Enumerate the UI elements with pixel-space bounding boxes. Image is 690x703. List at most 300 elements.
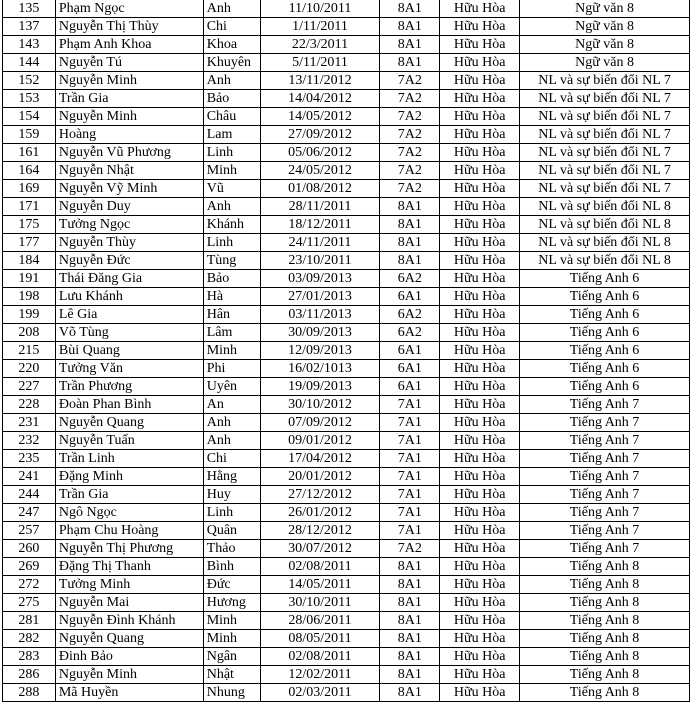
class-cell: 7A2 xyxy=(380,540,440,558)
table-row xyxy=(3,486,690,504)
given-name-cell: Lâm xyxy=(203,324,260,342)
given-name-cell: Anh xyxy=(203,198,260,216)
surname-middle-cell: Nguyễn Tú xyxy=(55,54,203,72)
student-id-cell: 144 xyxy=(3,54,56,72)
student-id-cell: 241 xyxy=(3,468,56,486)
table-row xyxy=(3,684,690,702)
student-id-cell: 171 xyxy=(3,198,56,216)
birth-date-cell: 23/10/2011 xyxy=(260,252,380,270)
class-cell: 8A1 xyxy=(380,594,440,612)
surname-middle-cell: Đoàn Phan Bình xyxy=(55,396,203,414)
given-name-cell: Khánh xyxy=(203,216,260,234)
surname-middle-cell: Nguyễn Đức xyxy=(55,252,203,270)
birth-date-cell: 03/09/2013 xyxy=(260,270,380,288)
surname-middle-cell: Nguyễn Mai xyxy=(55,594,203,612)
birth-date-cell: 27/12/2012 xyxy=(260,486,380,504)
table-row xyxy=(3,342,690,360)
table-row xyxy=(3,450,690,468)
given-name-cell: Hằng xyxy=(203,468,260,486)
birth-date-cell: 02/08/2011 xyxy=(260,558,380,576)
class-cell: 6A2 xyxy=(380,306,440,324)
given-name-cell: Hà xyxy=(203,288,260,306)
given-name-cell: Khoa xyxy=(203,36,260,54)
student-id-cell: 198 xyxy=(3,288,56,306)
table-row xyxy=(3,0,690,18)
surname-middle-cell: Nguyễn Tuấn xyxy=(55,432,203,450)
school-cell: Hữu Hòa xyxy=(440,594,520,612)
subject-cell: Ngữ văn 8 xyxy=(520,0,690,18)
class-cell: 7A1 xyxy=(380,486,440,504)
table-row xyxy=(3,90,690,108)
surname-middle-cell: Nguyễn Quang xyxy=(55,630,203,648)
class-cell: 8A1 xyxy=(380,666,440,684)
class-cell: 8A1 xyxy=(380,216,440,234)
birth-date-cell: 12/02/2011 xyxy=(260,666,380,684)
student-table xyxy=(2,0,690,702)
school-cell: Hữu Hòa xyxy=(440,144,520,162)
class-cell: 7A2 xyxy=(380,162,440,180)
birth-date-cell: 05/06/2012 xyxy=(260,144,380,162)
table-row xyxy=(3,288,690,306)
table-row xyxy=(3,252,690,270)
school-cell: Hữu Hòa xyxy=(440,468,520,486)
surname-middle-cell: Phạm Ngọc xyxy=(55,0,203,18)
school-cell: Hữu Hòa xyxy=(440,36,520,54)
subject-cell: Tiếng Anh 7 xyxy=(520,522,690,540)
school-cell: Hữu Hòa xyxy=(440,522,520,540)
table-row xyxy=(3,378,690,396)
given-name-cell: Minh xyxy=(203,612,260,630)
birth-date-cell: 18/12/2011 xyxy=(260,216,380,234)
table-row xyxy=(3,72,690,90)
table-row xyxy=(3,126,690,144)
class-cell: 8A1 xyxy=(380,648,440,666)
table-row xyxy=(3,270,690,288)
table-row xyxy=(3,54,690,72)
subject-cell: Tiếng Anh 8 xyxy=(520,684,690,702)
subject-cell: Tiếng Anh 8 xyxy=(520,594,690,612)
subject-cell: NL và sự biến đổi NL 8 xyxy=(520,198,690,216)
subject-cell: Tiếng Anh 7 xyxy=(520,414,690,432)
student-id-cell: 232 xyxy=(3,432,56,450)
class-cell: 7A1 xyxy=(380,504,440,522)
given-name-cell: Đức xyxy=(203,576,260,594)
school-cell: Hữu Hòa xyxy=(440,612,520,630)
given-name-cell: Vũ xyxy=(203,180,260,198)
table-row xyxy=(3,576,690,594)
surname-middle-cell: Thái Đăng Gia xyxy=(55,270,203,288)
class-cell: 8A1 xyxy=(380,252,440,270)
given-name-cell: Hương xyxy=(203,594,260,612)
given-name-cell: Nhật xyxy=(203,666,260,684)
subject-cell: Tiếng Anh 7 xyxy=(520,540,690,558)
student-id-cell: 235 xyxy=(3,450,56,468)
subject-cell: NL và sự biến đổi NL 8 xyxy=(520,234,690,252)
student-id-cell: 143 xyxy=(3,36,56,54)
school-cell: Hữu Hòa xyxy=(440,324,520,342)
class-cell: 8A1 xyxy=(380,630,440,648)
school-cell: Hữu Hòa xyxy=(440,0,520,18)
given-name-cell: Tùng xyxy=(203,252,260,270)
subject-cell: Tiếng Anh 7 xyxy=(520,486,690,504)
student-id-cell: 137 xyxy=(3,18,56,36)
student-id-cell: 161 xyxy=(3,144,56,162)
birth-date-cell: 13/11/2012 xyxy=(260,72,380,90)
student-id-cell: 220 xyxy=(3,360,56,378)
school-cell: Hữu Hòa xyxy=(440,54,520,72)
birth-date-cell: 17/04/2012 xyxy=(260,450,380,468)
surname-middle-cell: Nguyễn Nhật xyxy=(55,162,203,180)
class-cell: 7A2 xyxy=(380,126,440,144)
birth-date-cell: 11/10/2011 xyxy=(260,0,380,18)
student-id-cell: 169 xyxy=(3,180,56,198)
given-name-cell: Ngân xyxy=(203,648,260,666)
subject-cell: Ngữ văn 8 xyxy=(520,36,690,54)
subject-cell: NL và sự biến đổi NL 7 xyxy=(520,108,690,126)
class-cell: 7A1 xyxy=(380,432,440,450)
school-cell: Hữu Hòa xyxy=(440,540,520,558)
subject-cell: Tiếng Anh 7 xyxy=(520,468,690,486)
table-row xyxy=(3,504,690,522)
surname-middle-cell: Nguyễn Duy xyxy=(55,198,203,216)
school-cell: Hữu Hòa xyxy=(440,234,520,252)
class-cell: 6A2 xyxy=(380,324,440,342)
student-id-cell: 159 xyxy=(3,126,56,144)
given-name-cell: An xyxy=(203,396,260,414)
birth-date-cell: 03/11/2013 xyxy=(260,306,380,324)
given-name-cell: Hân xyxy=(203,306,260,324)
student-id-cell: 153 xyxy=(3,90,56,108)
surname-middle-cell: Bùi Quang xyxy=(55,342,203,360)
surname-middle-cell: Nguyễn Quang xyxy=(55,414,203,432)
student-id-cell: 286 xyxy=(3,666,56,684)
class-cell: 6A1 xyxy=(380,360,440,378)
birth-date-cell: 30/10/2012 xyxy=(260,396,380,414)
birth-date-cell: 20/01/2012 xyxy=(260,468,380,486)
school-cell: Hữu Hòa xyxy=(440,288,520,306)
surname-middle-cell: Phạm Chu Hoàng xyxy=(55,522,203,540)
class-cell: 8A1 xyxy=(380,54,440,72)
given-name-cell: Bảo xyxy=(203,90,260,108)
table-row xyxy=(3,594,690,612)
surname-middle-cell: Trần Gia xyxy=(55,90,203,108)
birth-date-cell: 09/01/2012 xyxy=(260,432,380,450)
given-name-cell: Minh xyxy=(203,342,260,360)
given-name-cell: Lam xyxy=(203,126,260,144)
surname-middle-cell: Tưởng Minh xyxy=(55,576,203,594)
school-cell: Hữu Hòa xyxy=(440,90,520,108)
subject-cell: Tiếng Anh 6 xyxy=(520,270,690,288)
student-id-cell: 175 xyxy=(3,216,56,234)
class-cell: 6A1 xyxy=(380,288,440,306)
school-cell: Hữu Hòa xyxy=(440,450,520,468)
school-cell: Hữu Hòa xyxy=(440,684,520,702)
student-id-cell: 154 xyxy=(3,108,56,126)
table-row xyxy=(3,234,690,252)
class-cell: 6A1 xyxy=(380,378,440,396)
subject-cell: NL và sự biến đổi NL 8 xyxy=(520,252,690,270)
class-cell: 6A1 xyxy=(380,342,440,360)
student-id-cell: 184 xyxy=(3,252,56,270)
class-cell: 7A1 xyxy=(380,522,440,540)
birth-date-cell: 14/04/2012 xyxy=(260,90,380,108)
class-cell: 7A1 xyxy=(380,414,440,432)
subject-cell: Tiếng Anh 6 xyxy=(520,360,690,378)
birth-date-cell: 1/11/2011 xyxy=(260,18,380,36)
subject-cell: NL và sự biến đổi NL 7 xyxy=(520,126,690,144)
given-name-cell: Linh xyxy=(203,234,260,252)
birth-date-cell: 08/05/2011 xyxy=(260,630,380,648)
table-row xyxy=(3,108,690,126)
student-id-cell: 191 xyxy=(3,270,56,288)
student-id-cell: 135 xyxy=(3,0,56,18)
birth-date-cell: 02/03/2011 xyxy=(260,684,380,702)
birth-date-cell: 28/11/2011 xyxy=(260,198,380,216)
class-cell: 7A1 xyxy=(380,396,440,414)
school-cell: Hữu Hòa xyxy=(440,378,520,396)
given-name-cell: Bình xyxy=(203,558,260,576)
subject-cell: Tiếng Anh 8 xyxy=(520,612,690,630)
given-name-cell: Thảo xyxy=(203,540,260,558)
table-row xyxy=(3,396,690,414)
class-cell: 7A2 xyxy=(380,108,440,126)
birth-date-cell: 07/09/2012 xyxy=(260,414,380,432)
subject-cell: Tiếng Anh 6 xyxy=(520,324,690,342)
table-row xyxy=(3,180,690,198)
given-name-cell: Châu xyxy=(203,108,260,126)
birth-date-cell: 26/01/2012 xyxy=(260,504,380,522)
class-cell: 8A1 xyxy=(380,234,440,252)
birth-date-cell: 01/08/2012 xyxy=(260,180,380,198)
subject-cell: Tiếng Anh 8 xyxy=(520,576,690,594)
subject-cell: Tiếng Anh 7 xyxy=(520,396,690,414)
table-row xyxy=(3,558,690,576)
table-row xyxy=(3,468,690,486)
subject-cell: NL và sự biến đổi NL 7 xyxy=(520,90,690,108)
birth-date-cell: 30/07/2012 xyxy=(260,540,380,558)
subject-cell: NL và sự biến đổi NL 7 xyxy=(520,162,690,180)
surname-middle-cell: Nguyễn Minh xyxy=(55,108,203,126)
birth-date-cell: 12/09/2013 xyxy=(260,342,380,360)
birth-date-cell: 27/01/2013 xyxy=(260,288,380,306)
table-row xyxy=(3,540,690,558)
table-row xyxy=(3,630,690,648)
student-id-cell: 260 xyxy=(3,540,56,558)
school-cell: Hữu Hòa xyxy=(440,180,520,198)
table-row xyxy=(3,360,690,378)
student-id-cell: 247 xyxy=(3,504,56,522)
given-name-cell: Chi xyxy=(203,450,260,468)
table-row xyxy=(3,324,690,342)
subject-cell: Ngữ văn 8 xyxy=(520,54,690,72)
class-cell: 8A1 xyxy=(380,36,440,54)
school-cell: Hữu Hòa xyxy=(440,306,520,324)
school-cell: Hữu Hòa xyxy=(440,18,520,36)
surname-middle-cell: Trần Gia xyxy=(55,486,203,504)
birth-date-cell: 30/09/2013 xyxy=(260,324,380,342)
student-id-cell: 152 xyxy=(3,72,56,90)
class-cell: 8A1 xyxy=(380,0,440,18)
student-id-cell: 269 xyxy=(3,558,56,576)
school-cell: Hữu Hòa xyxy=(440,504,520,522)
given-name-cell: Anh xyxy=(203,432,260,450)
school-cell: Hữu Hòa xyxy=(440,162,520,180)
birth-date-cell: 16/02/1013 xyxy=(260,360,380,378)
class-cell: 8A1 xyxy=(380,18,440,36)
subject-cell: Ngữ văn 8 xyxy=(520,18,690,36)
school-cell: Hữu Hòa xyxy=(440,558,520,576)
table-row xyxy=(3,198,690,216)
surname-middle-cell: Lê Gia xyxy=(55,306,203,324)
table-row xyxy=(3,306,690,324)
school-cell: Hữu Hòa xyxy=(440,252,520,270)
table-row xyxy=(3,162,690,180)
school-cell: Hữu Hòa xyxy=(440,72,520,90)
surname-middle-cell: Mã Huyền xyxy=(55,684,203,702)
student-id-cell: 282 xyxy=(3,630,56,648)
student-id-cell: 164 xyxy=(3,162,56,180)
class-cell: 7A2 xyxy=(380,72,440,90)
student-id-cell: 215 xyxy=(3,342,56,360)
surname-middle-cell: Trần Phương xyxy=(55,378,203,396)
given-name-cell: Nhung xyxy=(203,684,260,702)
student-id-cell: 231 xyxy=(3,414,56,432)
given-name-cell: Phi xyxy=(203,360,260,378)
school-cell: Hữu Hòa xyxy=(440,216,520,234)
subject-cell: Tiếng Anh 7 xyxy=(520,504,690,522)
given-name-cell: Bảo xyxy=(203,270,260,288)
student-id-cell: 283 xyxy=(3,648,56,666)
student-id-cell: 275 xyxy=(3,594,56,612)
surname-middle-cell: Trần Linh xyxy=(55,450,203,468)
student-id-cell: 244 xyxy=(3,486,56,504)
subject-cell: NL và sự biến đổi NL 7 xyxy=(520,144,690,162)
student-id-cell: 288 xyxy=(3,684,56,702)
surname-middle-cell: Nguyễn Minh xyxy=(55,666,203,684)
given-name-cell: Anh xyxy=(203,72,260,90)
surname-middle-cell: Lưu Khánh xyxy=(55,288,203,306)
school-cell: Hữu Hòa xyxy=(440,126,520,144)
student-id-cell: 208 xyxy=(3,324,56,342)
class-cell: 7A1 xyxy=(380,450,440,468)
birth-date-cell: 28/12/2012 xyxy=(260,522,380,540)
surname-middle-cell: Đinh Bảo xyxy=(55,648,203,666)
subject-cell: Tiếng Anh 8 xyxy=(520,648,690,666)
school-cell: Hữu Hòa xyxy=(440,576,520,594)
given-name-cell: Quân xyxy=(203,522,260,540)
table-row xyxy=(3,18,690,36)
surname-middle-cell: Tưởng Văn xyxy=(55,360,203,378)
given-name-cell: Anh xyxy=(203,0,260,18)
subject-cell: Tiếng Anh 6 xyxy=(520,306,690,324)
student-id-cell: 199 xyxy=(3,306,56,324)
table-row xyxy=(3,144,690,162)
student-id-cell: 177 xyxy=(3,234,56,252)
birth-date-cell: 14/05/2012 xyxy=(260,108,380,126)
given-name-cell: Linh xyxy=(203,504,260,522)
surname-middle-cell: Nguyễn Vũ Phương xyxy=(55,144,203,162)
surname-middle-cell: Đặng Thị Thanh xyxy=(55,558,203,576)
surname-middle-cell: Đặng Minh xyxy=(55,468,203,486)
subject-cell: Tiếng Anh 8 xyxy=(520,558,690,576)
school-cell: Hữu Hòa xyxy=(440,270,520,288)
given-name-cell: Chi xyxy=(203,18,260,36)
given-name-cell: Minh xyxy=(203,162,260,180)
table-row xyxy=(3,522,690,540)
school-cell: Hữu Hòa xyxy=(440,666,520,684)
school-cell: Hữu Hòa xyxy=(440,648,520,666)
surname-middle-cell: Tưởng Ngọc xyxy=(55,216,203,234)
surname-middle-cell: Nguyễn Thị Thùy xyxy=(55,18,203,36)
class-cell: 7A2 xyxy=(380,144,440,162)
school-cell: Hữu Hòa xyxy=(440,342,520,360)
surname-middle-cell: Nguyễn Thùy xyxy=(55,234,203,252)
subject-cell: Tiếng Anh 6 xyxy=(520,378,690,396)
school-cell: Hữu Hòa xyxy=(440,630,520,648)
table-row xyxy=(3,612,690,630)
student-id-cell: 227 xyxy=(3,378,56,396)
class-cell: 8A1 xyxy=(380,684,440,702)
student-id-cell: 228 xyxy=(3,396,56,414)
class-cell: 6A2 xyxy=(380,270,440,288)
student-id-cell: 272 xyxy=(3,576,56,594)
subject-cell: Tiếng Anh 7 xyxy=(520,450,690,468)
table-row xyxy=(3,36,690,54)
surname-middle-cell: Võ Tùng xyxy=(55,324,203,342)
subject-cell: NL và sự biến đổi NL 7 xyxy=(520,180,690,198)
surname-middle-cell: Ngô Ngọc xyxy=(55,504,203,522)
class-cell: 7A2 xyxy=(380,90,440,108)
subject-cell: Tiếng Anh 7 xyxy=(520,432,690,450)
school-cell: Hữu Hòa xyxy=(440,432,520,450)
birth-date-cell: 02/08/2011 xyxy=(260,648,380,666)
table-row xyxy=(3,648,690,666)
school-cell: Hữu Hòa xyxy=(440,198,520,216)
surname-middle-cell: Hoàng xyxy=(55,126,203,144)
table-row xyxy=(3,432,690,450)
given-name-cell: Huy xyxy=(203,486,260,504)
table-row xyxy=(3,666,690,684)
class-cell: 8A1 xyxy=(380,198,440,216)
school-cell: Hữu Hòa xyxy=(440,414,520,432)
birth-date-cell: 24/05/2012 xyxy=(260,162,380,180)
birth-date-cell: 28/06/2011 xyxy=(260,612,380,630)
class-cell: 7A1 xyxy=(380,468,440,486)
surname-middle-cell: Nguyễn Minh xyxy=(55,72,203,90)
birth-date-cell: 14/05/2011 xyxy=(260,576,380,594)
class-cell: 7A2 xyxy=(380,180,440,198)
birth-date-cell: 24/11/2011 xyxy=(260,234,380,252)
class-cell: 8A1 xyxy=(380,612,440,630)
table-row xyxy=(3,216,690,234)
school-cell: Hữu Hòa xyxy=(440,396,520,414)
school-cell: Hữu Hòa xyxy=(440,360,520,378)
birth-date-cell: 22/3/2011 xyxy=(260,36,380,54)
subject-cell: Tiếng Anh 6 xyxy=(520,288,690,306)
surname-middle-cell: Nguyễn Thị Phương xyxy=(55,540,203,558)
student-id-cell: 257 xyxy=(3,522,56,540)
subject-cell: Tiếng Anh 8 xyxy=(520,630,690,648)
given-name-cell: Anh xyxy=(203,414,260,432)
surname-middle-cell: Nguyễn Đình Khánh xyxy=(55,612,203,630)
school-cell: Hữu Hòa xyxy=(440,108,520,126)
student-id-cell: 281 xyxy=(3,612,56,630)
birth-date-cell: 19/09/2013 xyxy=(260,378,380,396)
given-name-cell: Khuyên xyxy=(203,54,260,72)
school-cell: Hữu Hòa xyxy=(440,486,520,504)
class-cell: 8A1 xyxy=(380,558,440,576)
birth-date-cell: 30/10/2011 xyxy=(260,594,380,612)
